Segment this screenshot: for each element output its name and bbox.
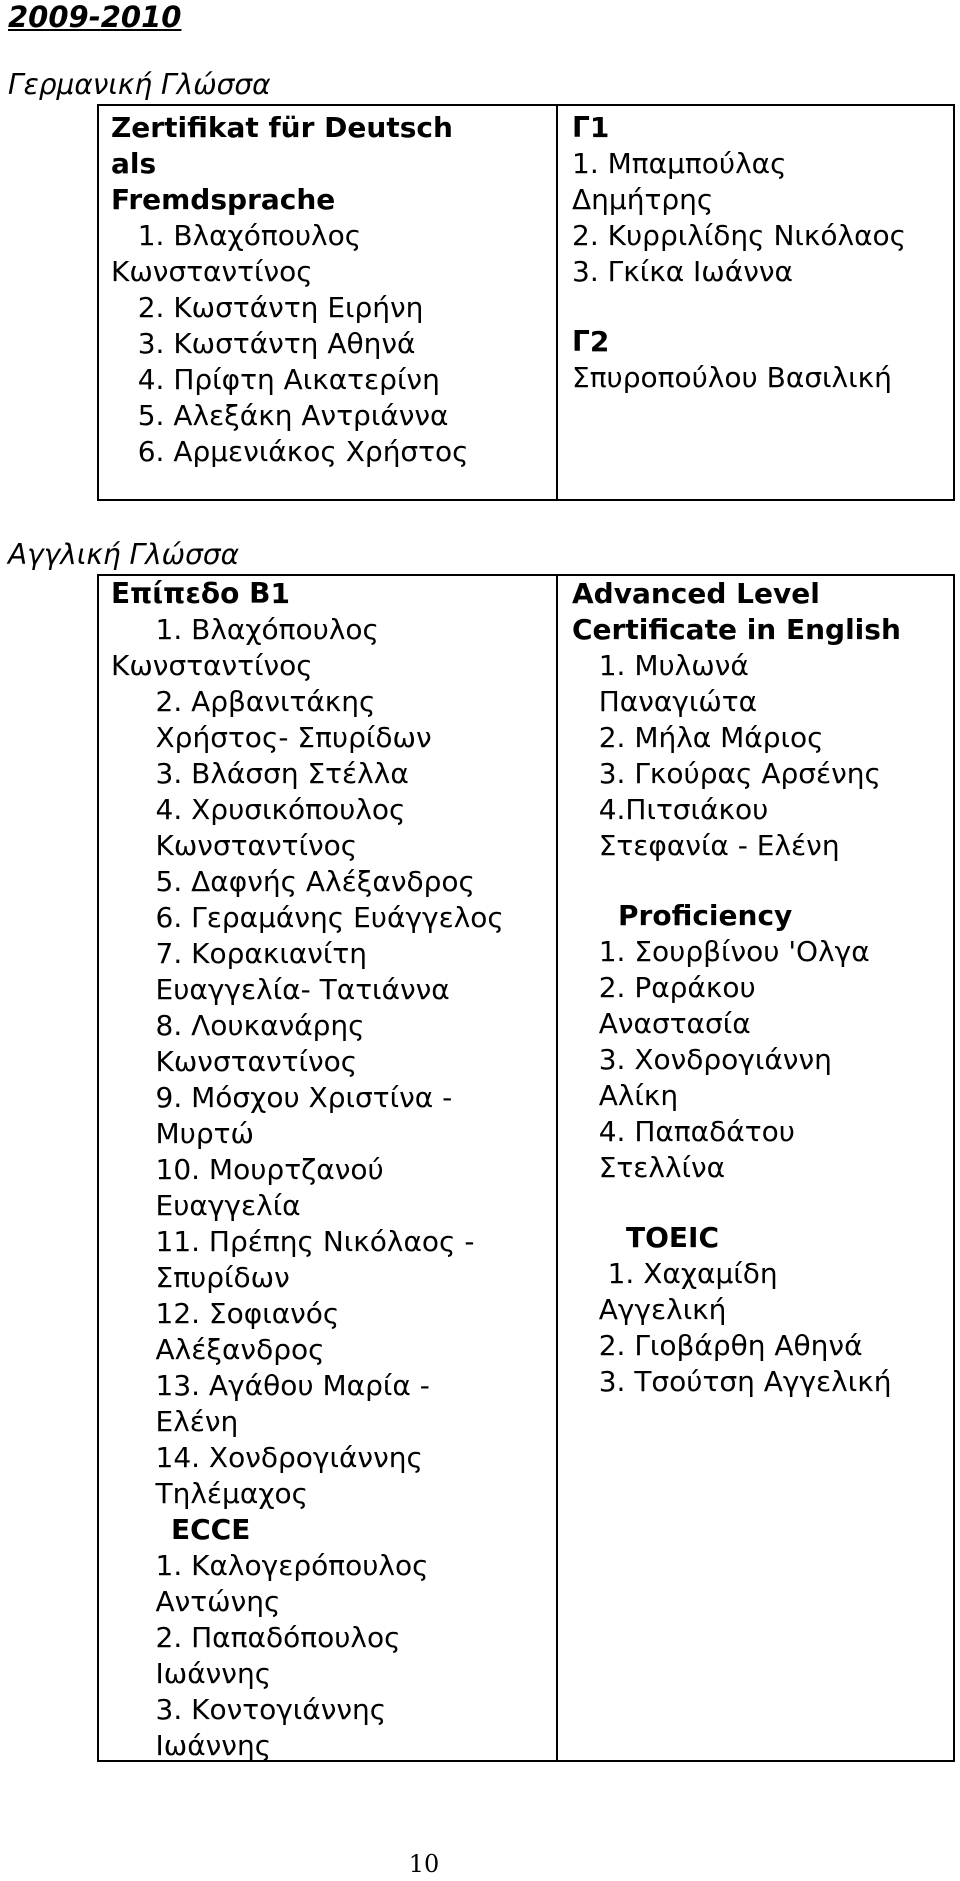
list-item: 3. Χονδρογιάννη — [572, 1043, 832, 1076]
list-item: 3. Κοντογιάννης — [111, 1693, 387, 1726]
list-item: 1. Μπαμπούλας — [572, 147, 787, 180]
list-item: Ευαγγελία- Τατιάννα — [111, 973, 450, 1006]
list-item: Ευαγγελία — [111, 1189, 301, 1222]
list-item: 4.Πιτσιάκου — [572, 793, 769, 826]
toeic-title: TOEIC — [626, 1221, 719, 1254]
zertifikat-title-line: Fremdsprache — [111, 183, 336, 216]
german-table — [97, 104, 955, 501]
list-item: 7. Κορακιανίτη — [111, 937, 367, 970]
proficiency-title: Proficiency — [618, 899, 793, 932]
list-item: 1. Καλογερόπουλος — [111, 1549, 429, 1582]
list-item: Τηλέμαχος — [111, 1477, 309, 1510]
list-item: 14. Χονδρογιάννης — [111, 1441, 423, 1474]
list-item: Μυρτώ — [111, 1117, 254, 1150]
list-item: 12. Σοφιανός — [111, 1297, 340, 1330]
list-item: Χρήστος- Σπυρίδων — [111, 721, 432, 754]
list-item: 6. Αρμενιάκος Χρήστος — [111, 435, 469, 468]
english-table — [97, 574, 955, 1762]
list-item: Αντώνης — [111, 1585, 281, 1618]
english-advanced-cell — [558, 576, 953, 1760]
b1-title: Επίπεδο Β1 — [111, 577, 290, 610]
english-heading: Αγγλική Γλώσσα — [8, 538, 240, 571]
list-item: 2. Ραράκου — [572, 971, 756, 1004]
advanced-title-line: Certificate in English — [572, 613, 901, 646]
list-item: 2. Μήλα Μάριος — [572, 721, 824, 754]
year-heading: 2009-2010 — [8, 0, 182, 34]
list-item: Σπυρίδων — [111, 1261, 290, 1294]
list-item: Κωνσταντίνος — [111, 1045, 358, 1078]
list-item: Κωνσταντίνος — [111, 829, 358, 862]
g2-title: Γ2 — [572, 325, 610, 358]
list-item: 5. Δαφνής Αλέξανδρος — [111, 865, 475, 898]
list-item: 8. Λουκανάρης — [111, 1009, 365, 1042]
german-goethe-cell — [558, 106, 953, 499]
list-item: 3. Κωστάντη Αθηνά — [111, 327, 416, 360]
g1-title: Γ1 — [572, 111, 610, 144]
list-item: Δημήτρης — [572, 183, 714, 216]
list-item: 10. Μουρτζανού — [111, 1153, 384, 1186]
list-item: Κωνσταντίνος — [111, 649, 313, 682]
list-item: 3. Βλάσση Στέλλα — [111, 757, 409, 790]
list-item: 13. Αγάθου Μαρία - — [111, 1369, 430, 1402]
list-item: 3. Γκίκα Ιωάννα — [572, 255, 793, 288]
list-item: 4. Παπαδάτου — [572, 1115, 795, 1148]
list-item: 2. Αρβανιτάκης — [111, 685, 376, 718]
list-item: 9. Μόσχου Χριστίνα - — [111, 1081, 453, 1114]
advanced-title-line: Advanced Level — [572, 577, 820, 610]
list-item: Παναγιώτα — [572, 685, 758, 718]
german-heading: Γερμανική Γλώσσα — [8, 68, 271, 101]
list-item: 2. Γιοβάρθη Αθηνά — [572, 1329, 863, 1362]
list-item: Κωνσταντίνος — [111, 255, 313, 288]
list-item: 11. Πρέπης Νικόλαος - — [111, 1225, 475, 1258]
list-item: 1. Σουρβίνου 'Ολγα — [572, 935, 870, 968]
list-item: Στελλίνα — [572, 1151, 726, 1184]
list-item: Στεφανία - Ελένη — [572, 829, 840, 862]
list-item: 2. Κωστάντη Ειρήνη — [111, 291, 424, 324]
list-item: Αγγελική — [572, 1293, 727, 1326]
zertifikat-title-line: als — [111, 147, 157, 180]
list-item: 1. Χαχαμίδη — [572, 1257, 778, 1290]
list-item: Αλέξανδρος — [111, 1333, 325, 1366]
list-item: 2. Κυρριλίδης Νικόλαος — [572, 219, 907, 252]
list-item: Αλίκη — [572, 1079, 679, 1112]
list-item: 1. Βλαχόπουλος — [111, 219, 362, 252]
list-item: 3. Γκούρας Αρσένης — [572, 757, 881, 790]
list-item: Ελένη — [111, 1405, 239, 1438]
list-item: 5. Αλεξάκη Αντριάννα — [111, 399, 449, 432]
page-number: 10 — [408, 1850, 440, 1878]
list-item: 2. Παπαδόπουλος — [111, 1621, 401, 1654]
list-item: 3. Τσούτση Αγγελική — [572, 1365, 892, 1398]
list-item: Αναστασία — [572, 1007, 751, 1040]
list-item: 1. Μυλωνά — [572, 649, 749, 682]
list-item: 1. Βλαχόπουλος — [111, 613, 379, 646]
zertifikat-title-line: Zertifikat für Deutsch — [111, 111, 453, 144]
list-item: Ιωάννης — [111, 1729, 272, 1762]
list-item: Ιωάννης — [111, 1657, 272, 1690]
english-b1-ecce-cell — [99, 576, 558, 1760]
list-item: Σπυροπούλου Βασιλική — [572, 361, 892, 394]
list-item: 6. Γεραμάνης Ευάγγελος — [111, 901, 504, 934]
list-item: 4. Πρίφτη Αικατερίνη — [111, 363, 440, 396]
ecce-title: ECCE — [171, 1513, 251, 1546]
list-item: 4. Χρυσικόπουλος — [111, 793, 406, 826]
german-zertifikat-cell — [99, 106, 558, 499]
